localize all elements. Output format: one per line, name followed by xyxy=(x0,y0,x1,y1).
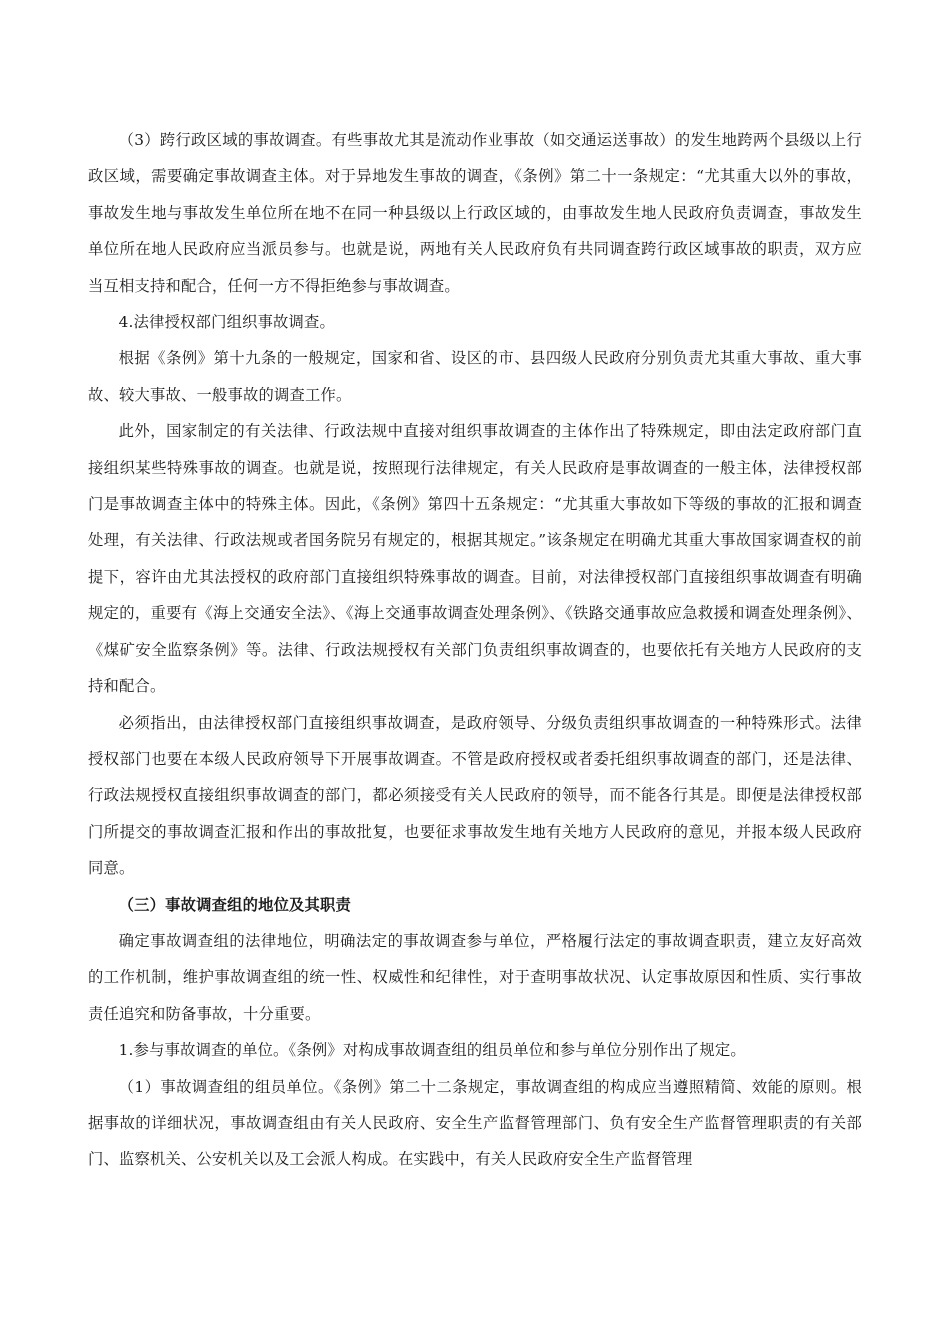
paragraph-authorized-department-title: 4.法律授权部门组织事故调查。 xyxy=(118,313,336,332)
paragraph-cross-region-investigation: （3）跨行政区域的事故调查。有些事故尤其是流动作业事故（如交通运送事故）的发生地跨两个县级以上行政区域，需要确定事故调查主体。对于异地发生事故的调查，《条例》第二十一条规定：“尤其重大以外的事故，事故发生地与事故发生单位所在地不在同一种县级以上行政区域的，由事故发生地人民政府负责调查，事故发生单位所在地人民政府应当派员参与。也就是说，两地有关人民政府负有共同调查跨行政区域事故的职责，双方应当互相支持和配合，任何一方不得拒绝参与事故调查。 xyxy=(88,131,862,295)
paragraph-team-legal-status: 确定事故调查组的法律地位，明确法定的事故调查参与单位，严格履行法定的事故调查职责，建立友好高效的工作机制，维护事故调查组的统一性、权威性和纪律性，对于查明事故状况、认定事故原因和性质、实行事故责任追究和防备事故，十分重要。 xyxy=(88,931,862,1023)
paragraph-team-members: （1）事故调查组的组员单位。《条例》第二十二条规定，事故调查组的构成应当遵照精简、效能的原则。根据事故的详细状况，事故调查组由有关人民政府、安全生产监督管理部门、负有安全生产监督管理职责的有关部门、监察机关、公安机关以及工会派人构成。在实践中，有关人民政府安全生产监督管理 xyxy=(88,1077,862,1169)
paragraph-general-rule: 根据《条例》第十九条的一般规定，国家和省、设区的市、县四级人民政府分别负责尤其重大事故、重大事故、较大事故、一般事故的调查工作。 xyxy=(88,349,862,404)
paragraph-participating-units: 1.参与事故调查的单位。《条例》对构成事故调查组的组员单位和参与单位分别作出了规定。 xyxy=(118,1041,746,1060)
paragraph-special-subject: 此外，国家制定的有关法律、行政法规中直接对组织事故调查的主体作出了特殊规定，即由法定政府部门直接组织某些特殊事故的调查。也就是说，按照现行法律规定，有关人民政府是事故调查的一般主体，法律授权部门是事故调查主体中的特殊主体。因此，《条例》第四十五条规定：“尤其重大事故如下等级的事故的汇报和调查处理，有关法律、行政法规或者国务院另有规定的，根据其规定。”该条规定在明确尤其重大事故国家调查权的前提下，容许由尤其法授权的政府部门直接组织特殊事故的调查。目前，对法律授权部门直接组织事故调查有明确规定的，重要有《海上交通安全法》、《海上交通事故调查处理条例》、《铁路交通事故应急救援和调查处理条例》、《煤矿安全监察条例》等。法律、行政法规授权有关部门负责组织事故调查的，也要依托有关地方人民政府的支持和配合。 xyxy=(88,422,862,696)
document-page xyxy=(88,122,862,1178)
paragraph-must-point-out: 必须指出，由法律授权部门直接组织事故调查，是政府领导、分级负责组织事故调查的一种特殊形式。法律授权部门也要在本级人民政府领导下开展事故调查。不管是政府授权或者委托组织事故调查的部门，还是法律、行政法规授权直接组织事故调查的部门，都必须接受有关人民政府的领导，而不能各行其是。即便是法律授权部门所提交的事故调查汇报和作出的事故批复，也要征求事故发生地有关地方人民政府的意见，并报本级人民政府同意。 xyxy=(88,713,862,878)
section-heading-investigation-team: （三）事故调查组的地位及其职责 xyxy=(118,895,352,914)
